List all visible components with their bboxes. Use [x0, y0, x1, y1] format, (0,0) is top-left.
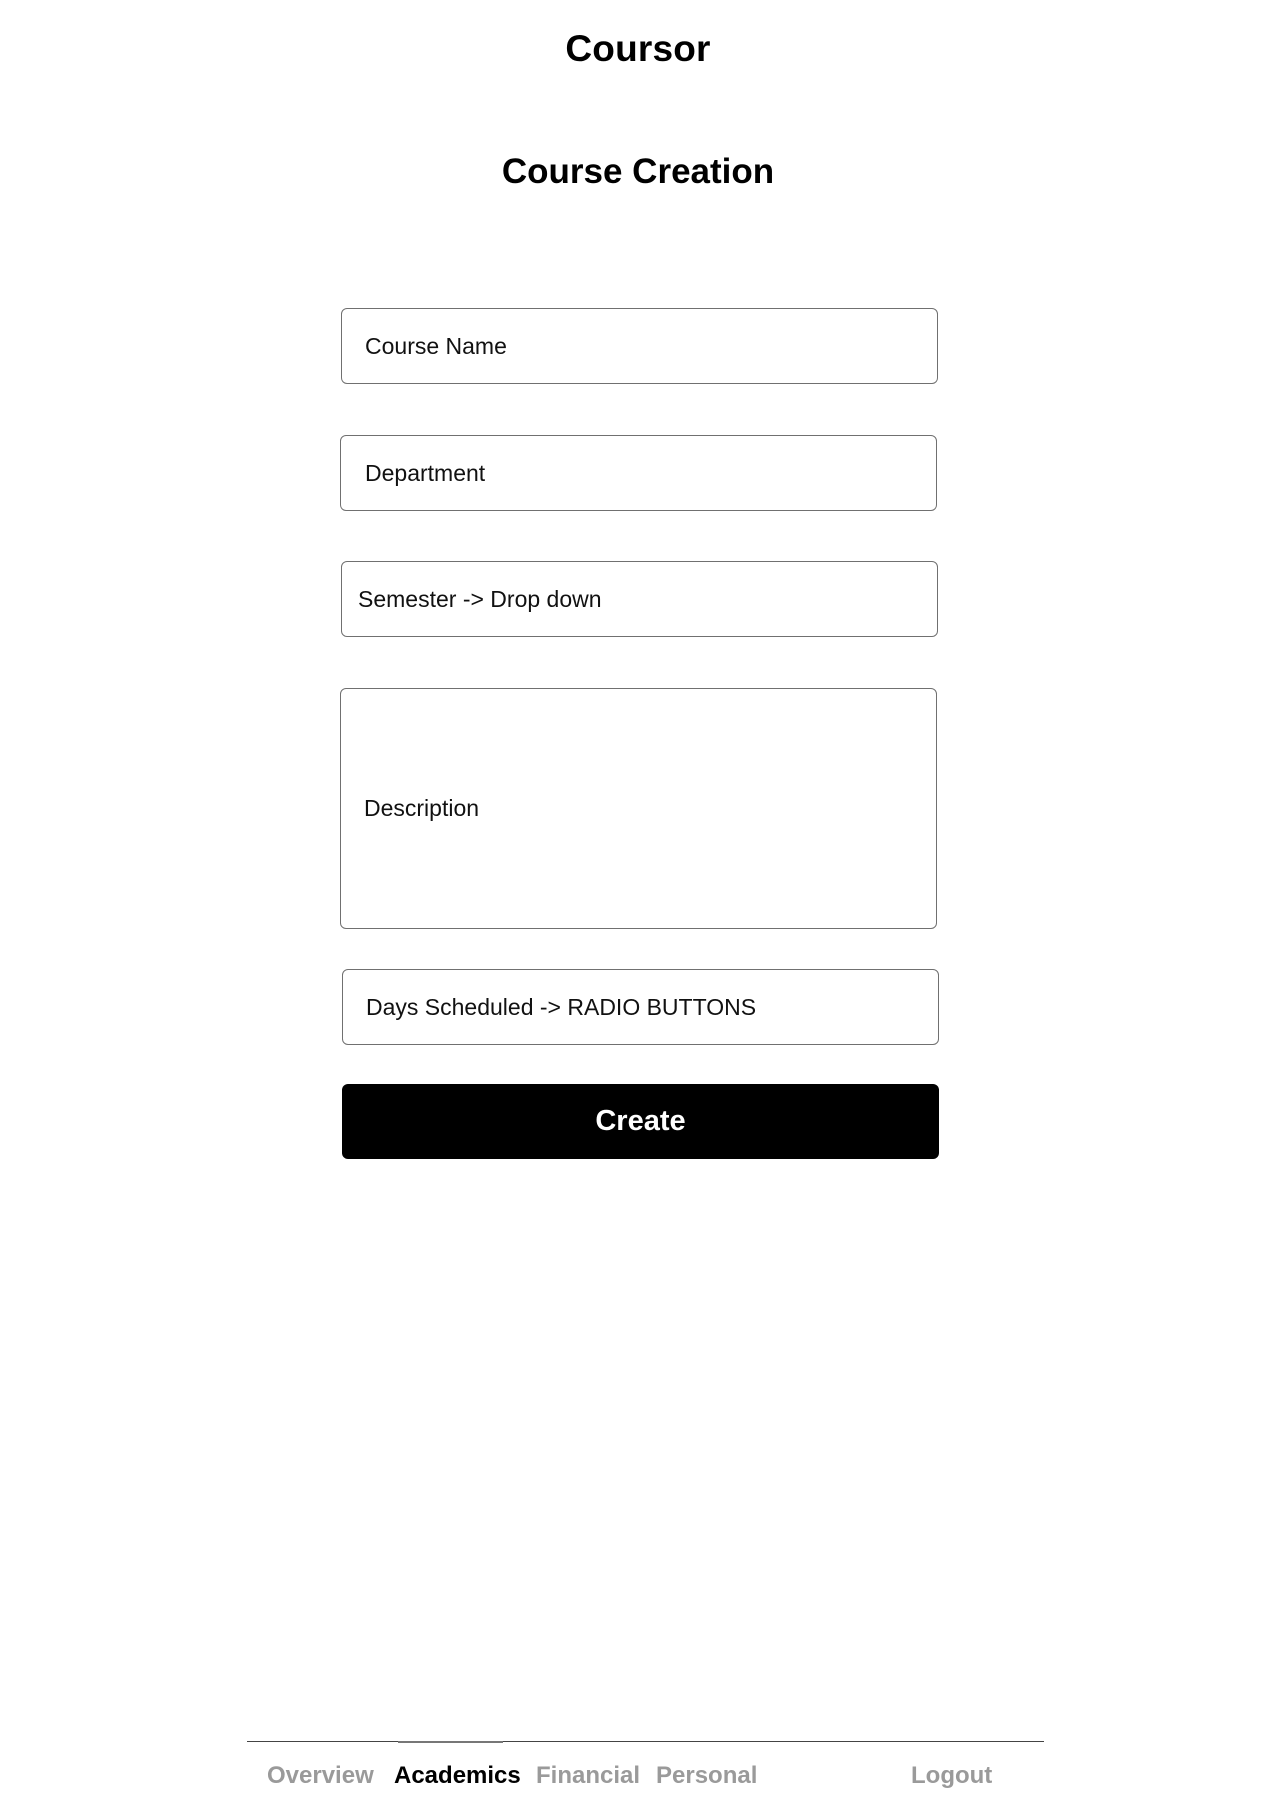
- page-title: Course Creation: [501, 152, 775, 191]
- description-placeholder: Description: [364, 795, 480, 821]
- department-field[interactable]: [340, 435, 937, 511]
- days-scheduled-placeholder: Days Scheduled -> RADIO BUTTONS: [366, 993, 757, 1020]
- nav-active-indicator: [398, 1741, 503, 1743]
- semester-dropdown[interactable]: [341, 561, 938, 637]
- course-name-field[interactable]: [341, 308, 938, 384]
- nav-item-personal[interactable]: Personal: [656, 1762, 758, 1789]
- semester-placeholder: Semester -> Drop down: [358, 585, 602, 612]
- logout-button[interactable]: Logout: [911, 1762, 993, 1789]
- nav-item-academics[interactable]: Academics: [394, 1762, 521, 1789]
- bottom-nav: [247, 1741, 1044, 1794]
- nav-item-overview[interactable]: Overview: [267, 1762, 374, 1789]
- department-placeholder: Department: [365, 459, 486, 486]
- nav-divider: [247, 1741, 1044, 1742]
- app-title: Coursor: [565, 28, 711, 69]
- days-scheduled-field[interactable]: [342, 969, 939, 1045]
- nav-item-financial[interactable]: Financial: [536, 1762, 641, 1789]
- description-field[interactable]: [340, 688, 937, 929]
- course-name-placeholder: Course Name: [365, 332, 507, 359]
- create-button[interactable]: Create: [342, 1084, 939, 1159]
